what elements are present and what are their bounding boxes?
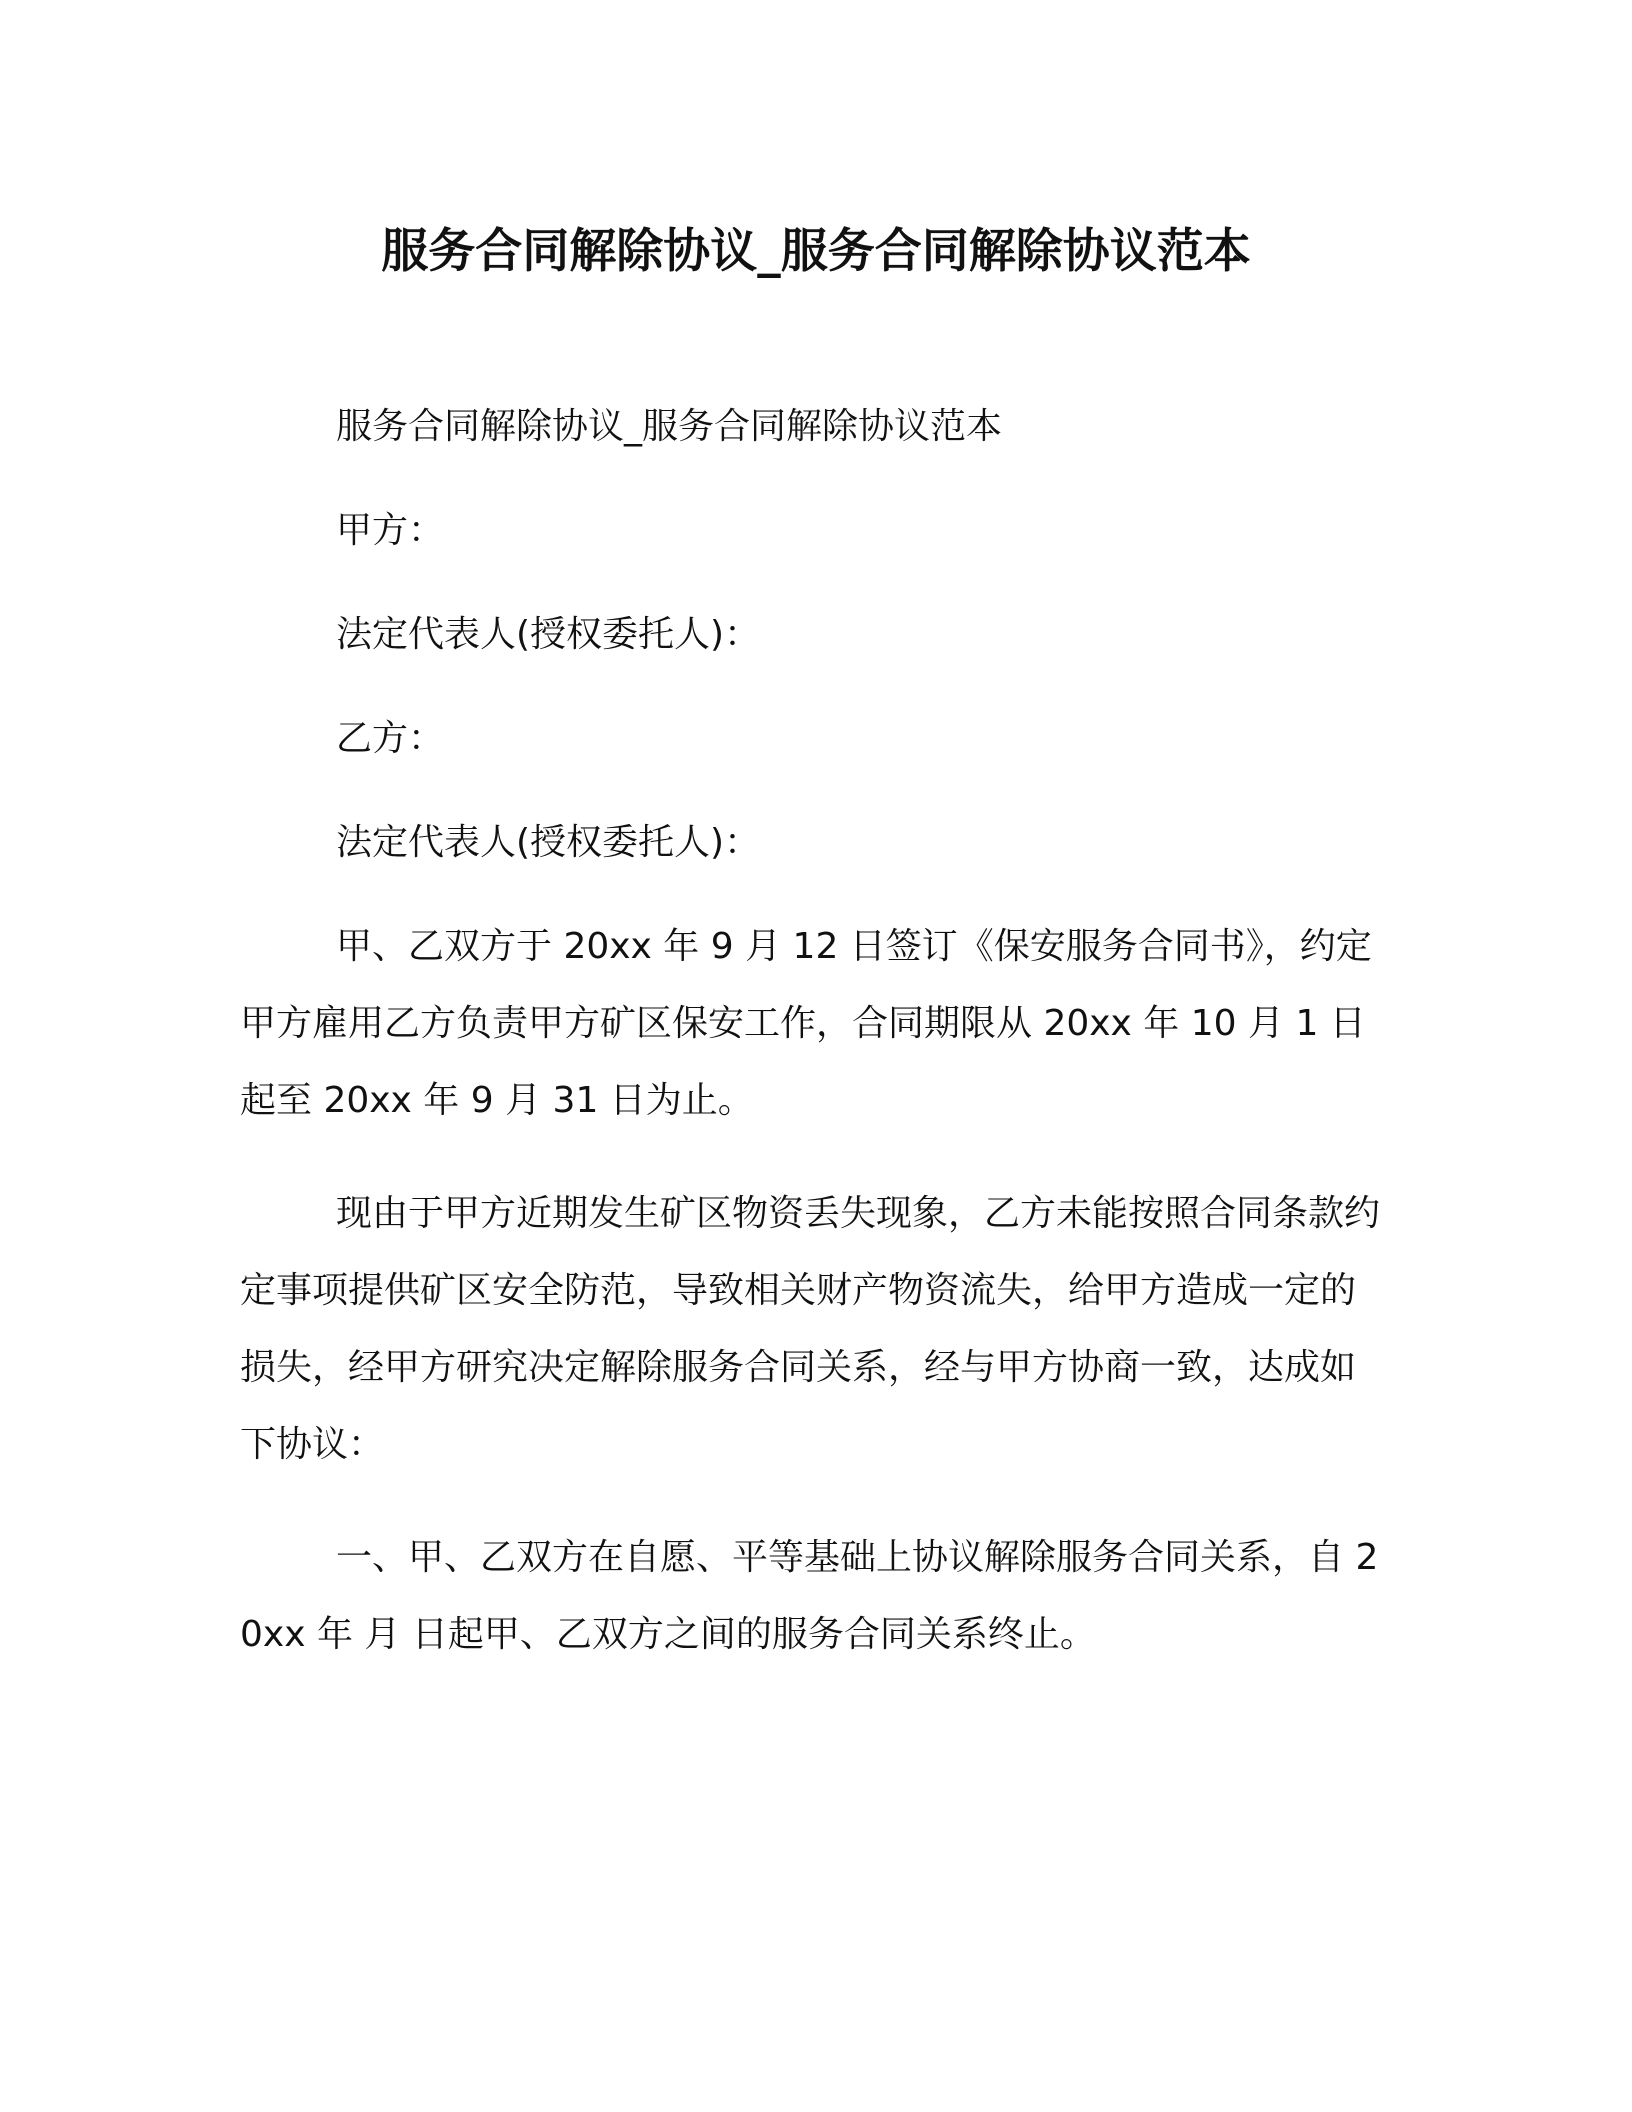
paragraph-contract-background: 甲、乙双方于 20xx 年 9 月 12 日签订《保安服务合同书》，约定甲方雇用乙方负责甲方矿区保安工作，合同期限从 20xx 年 10 月 1 日起至 20xx 年 9 月 31 日为止。 [240, 926, 1372, 1121]
paragraph-clause-one: 一、甲、乙双方在自愿、平等基础上协议解除服务合同关系，自 20xx 年 月 日起甲、乙双方之间的服务合同关系终止。 [240, 1537, 1379, 1655]
document-body [240, 388, 1380, 1673]
party-b-label: 乙方： [336, 718, 445, 759]
document-subtitle: 服务合同解除协议_服务合同解除协议范本 [336, 406, 1003, 447]
paragraph-termination-reason: 现由于甲方近期发生矿区物资丢失现象，乙方未能按照合同条款约定事项提供矿区安全防范，导致相关财产物资流失，给甲方造成一定的损失，经甲方研究决定解除服务合同关系，经与甲方协商一致，达成如下协议： [240, 1193, 1381, 1465]
party-a-representative: 法定代表人(授权委托人)： [336, 614, 761, 655]
party-a-label: 甲方： [336, 510, 445, 551]
document-title: 服务合同解除协议_服务合同解除协议范本 [381, 224, 1251, 279]
party-b-representative: 法定代表人(授权委托人)： [336, 822, 761, 863]
